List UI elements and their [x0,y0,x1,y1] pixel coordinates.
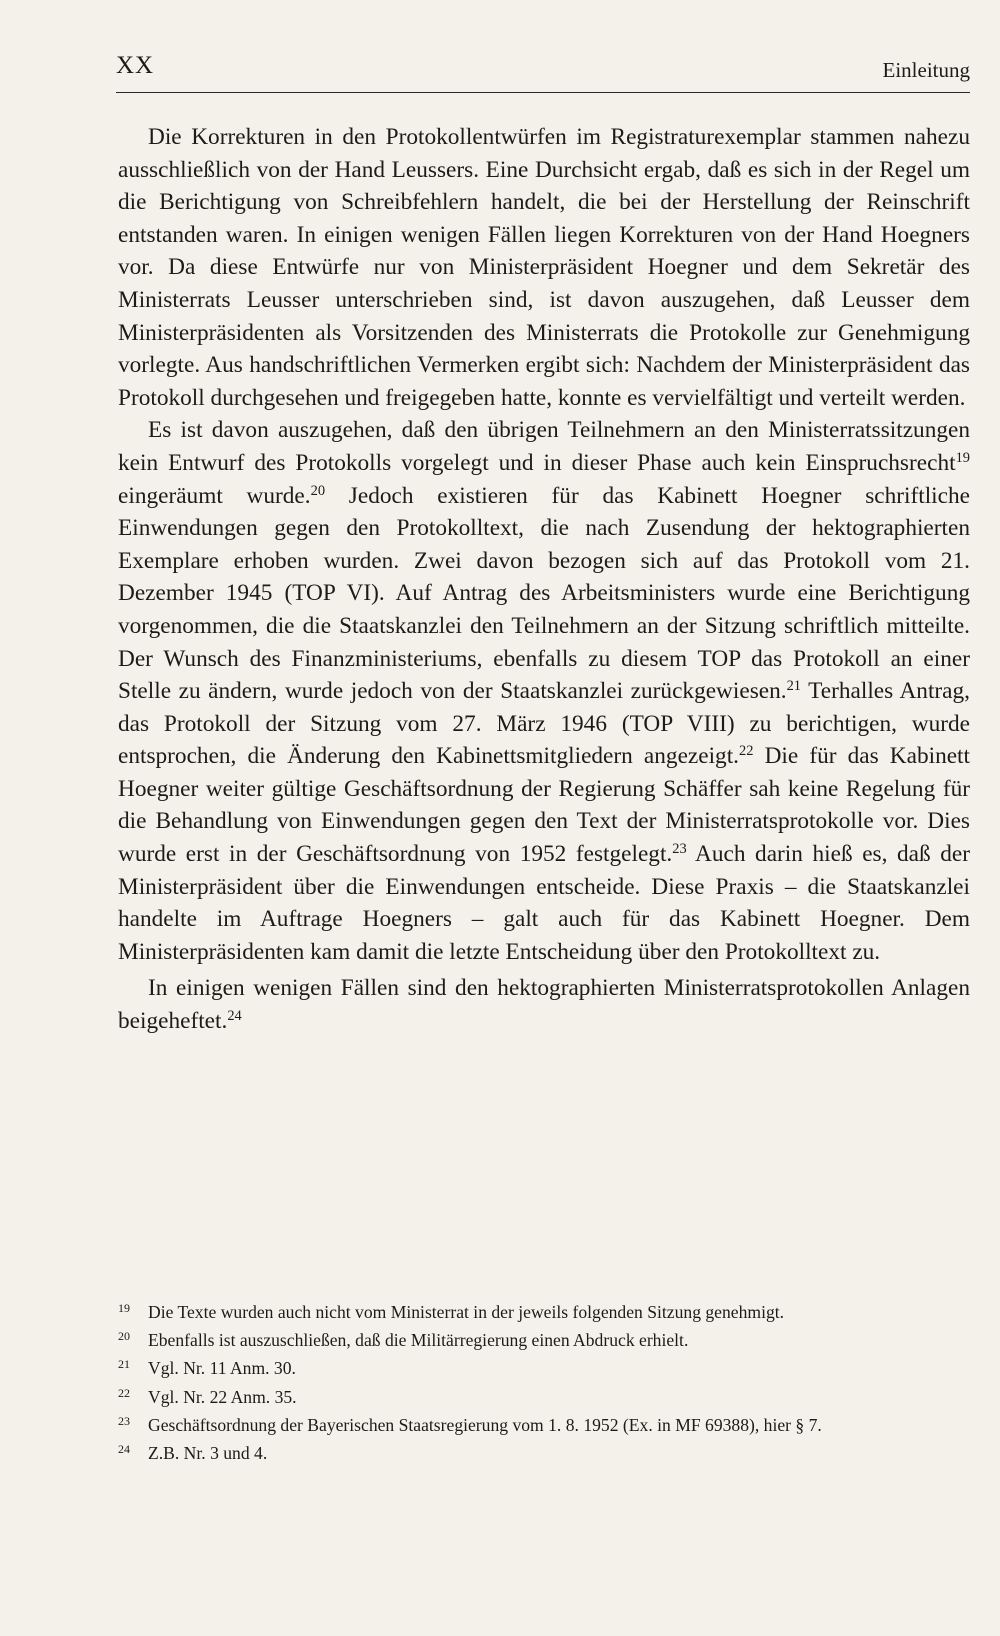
footnote-number: 19 [118,1301,130,1315]
footnote [118,1439,970,1467]
text-run: Die Korrekturen in den Protokollentwürfen im Registraturexemplar stammen nahezu ausschließlich von der Hand Leussers. Eine Durchsicht ergab, daß es sich in der Regel um die Berichtigung von Schreibfehlern handelt, die bei der Herstellung der Reinschrift entstanden waren. In einigen wenigen Fällen liegen Korrekturen von der Hand Hoegners vor. Da diese Entwürfe nur von Ministerpräsident Hoegner und dem Sekretär des Ministerrats Leusser unterschrieben sind, ist davon auszugehen, daß Leusser dem Ministerpräsidenten als Vorsitzenden des Ministerrats die Protokolle zur Genehmigung vorlegte. Aus handschriftlichen Vermerken ergibt sich: Nachdem der Ministerpräsident das Protokoll durchgesehen und freigegeben hatte, konnte es vervielfältigt und verteilt werden. [118,124,970,411]
text-run: Auch darin hieß es, daß der Ministerpräsident über die Einwendungen entscheide. Diese Praxis – die Staatskanzlei handelte im Auftrage Hoegners – galt auch für das Kabinett Hoegner. Dem Ministerpräsidenten kam damit die letzte Entscheidung über den Protokolltext zu. [118,841,970,965]
footnote-ref[interactable]: 24 [227,1008,242,1025]
footnote-text: Vgl. Nr. 22 Anm. 35. [148,1386,297,1407]
text-run: Jedoch existieren für das Kabinett Hoegner schriftliche Einwendungen gegen den Protokolltext, die nach Zusendung der hektographierten Exemplare erhoben wurden. Zwei davon bezogen sich auf das Protokoll vom 21. Dezember 1945 (TOP VI). Auf Antrag des Arbeitsministers wurde eine Berichtigung vorgenommen, die die Staatskanzlei den Teilnehmern an der Sitzung schriftlich mitteilte. Der Wunsch des Finanzministeriums, ebenfalls zu diesem TOP das Protokoll an einer Stelle zu ändern, wurde jedoch von der Staatskanzlei zurückgewiesen. [118,482,970,705]
paragraph [118,121,970,414]
running-header [116,52,970,93]
main-text [118,121,970,1038]
footnote [118,1326,970,1354]
footnote-number: 20 [118,1329,130,1344]
footnote-text: Ebenfalls ist auszuschließen, daß die Militärregierung einen Abdruck erhielt. [148,1330,689,1351]
text-run: Die für das Kabinett Hoegner weiter gültige Geschäftsordnung der Regierung Schäffer sah keine Regelung für die Behandlung von Einwendungen gegen den Text der Ministerratsprotokolle vor. Dies wurde erst in der Geschäftsordnung von 1952 festgelegt. [118,743,971,868]
footnote-ref[interactable]: 20 [310,482,326,499]
footnote-text: Z.B. Nr. 3 und 4. [148,1443,268,1464]
section-title: Einleitung [882,58,970,82]
footnote-ref[interactable]: 22 [739,743,754,760]
footnote-number: 24 [118,1442,130,1457]
footnote-ref[interactable]: 21 [786,678,802,695]
footnote-number: 21 [118,1357,130,1372]
footnote [118,1354,970,1382]
paragraph [118,414,970,968]
footnotes [118,1298,970,1467]
footnote-ref[interactable]: 19 [955,450,970,466]
footnote [118,1383,970,1411]
text-run: Terhalles Antrag, das Protokoll der Sitzung vom 27. März 1946 (TOP VIII) zu berichtigen, wurde entsprochen, die Änderung den Kabinettsmitgliedern angezeigt. [118,678,970,770]
text-run: In einigen wenigen Fällen sind den hektographierten Ministerratsprotokollen Anlagen beigeheftet. [118,975,970,1035]
footnote-number: 22 [118,1385,130,1400]
page-number: XX [116,52,155,79]
footnote [118,1411,970,1439]
paragraph [118,972,970,1037]
footnote-text: Die Texte wurden auch nicht vom Ministerrat in der jeweils folgenden Sitzung genehmigt. [148,1302,785,1322]
footnote-number: 23 [118,1413,130,1428]
text-run: Es ist davon auszugehen, daß den übrigen Teilnehmern an den Ministerratssitzungen kein Entwurf des Protokolls vorgelegt und in dieser Phase auch kein Einspruchsrecht [118,417,970,476]
footnote [118,1298,970,1326]
text-run: eingeräumt wurde. [118,482,311,509]
footnote-ref[interactable]: 23 [672,841,687,858]
footnote-text: Geschäftsordnung der Bayerischen Staatsregierung vom 1. 8. 1952 (Ex. in MF 69388), hier § 7. [148,1414,822,1435]
footnote-text: Vgl. Nr. 11 Anm. 30. [148,1358,296,1379]
